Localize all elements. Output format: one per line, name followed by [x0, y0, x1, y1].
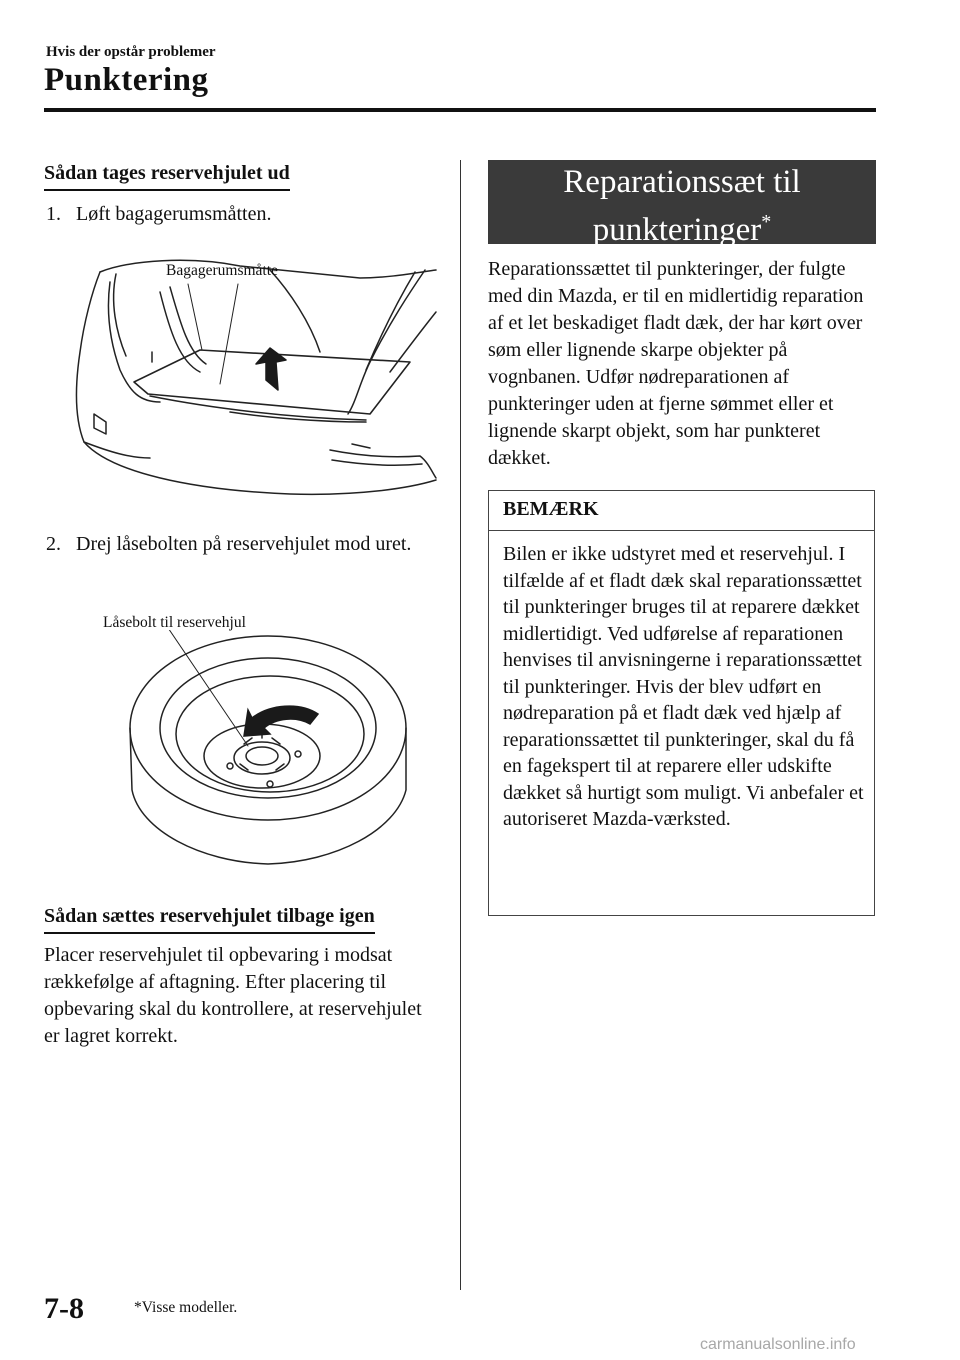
page-number: 7-8	[44, 1292, 84, 1325]
refit-heading: Sådan sættes reservehjulet tilbage igen	[44, 905, 375, 934]
breadcrumb: Hvis der opstår problemer	[46, 44, 216, 60]
step-2	[46, 530, 436, 558]
refit-instructions: Placer reservehjulet til opbevaring i modsat rækkefølge af aftagning. Efter placering til opbevaring skal du kontrollere, at reservehjulet er lagret korrekt.	[44, 944, 422, 1047]
header-rule	[44, 108, 876, 112]
note-heading: BEMÆRK	[489, 491, 874, 531]
note-box	[488, 490, 875, 916]
banner-line-1: Reparationssæt til	[563, 164, 801, 200]
trunk-mat-illustration	[70, 252, 440, 520]
spare-wheel-illustration	[120, 630, 420, 870]
intro-paragraph: Reparationssættet til punkteringer, der fulgte med din Mazda, er til en midlertidig reparation af et let beskadiget fladt dæk, der har kørt over søm eller lignende skarpe objekter på vognbanen. Udfør nødreparationen af punkteringer uden at fjerne sømmet eller et lignende skarpt objekt, som har punkteret dækket.	[488, 258, 864, 469]
trunk-mat-label: Bagagerumsmåtte	[166, 262, 278, 279]
section-banner	[488, 160, 876, 248]
step-1-text: Løft bagagerumsmåtten.	[76, 203, 272, 225]
page-title: Punktering	[44, 62, 209, 98]
step-1	[46, 200, 436, 228]
step-2-text: Drej låsebolten på reservehjulet mod uret.	[76, 533, 412, 555]
footnote: *Visse modeller.	[134, 1299, 238, 1316]
watermark: carmanualsonline.info	[700, 1336, 856, 1353]
removal-heading: Sådan tages reservehjulet ud	[44, 162, 290, 191]
banner-line-2-text: punkteringer	[592, 212, 762, 248]
step-1-number: 1.	[46, 203, 61, 225]
step-2-number: 2.	[46, 533, 61, 555]
lock-bolt-label: Låsebolt til reservehjul	[103, 614, 246, 631]
banner-line-2	[488, 202, 876, 250]
footnote-mark: *	[761, 211, 772, 233]
note-text: Bilen er ikke udstyret med et reservehjul. I tilfælde af et fladt dæk skal reparationssættet til punkteringer bruges til at reparere dækket midlertidigt. Ved udførelse af reparationen henvises til anvisningerne i reparationssættet til punkteringer. Hvis der blev udført en nødreparation på et fladt dæk ved hjælp af reparationssættet til punkteringer, skal du få en fagekspert til at reparere eller udskifte dækket så hurtigt som muligt. Vi anbefaler et autoriseret Mazda-værksted.	[503, 543, 864, 830]
column-divider	[460, 160, 461, 1290]
